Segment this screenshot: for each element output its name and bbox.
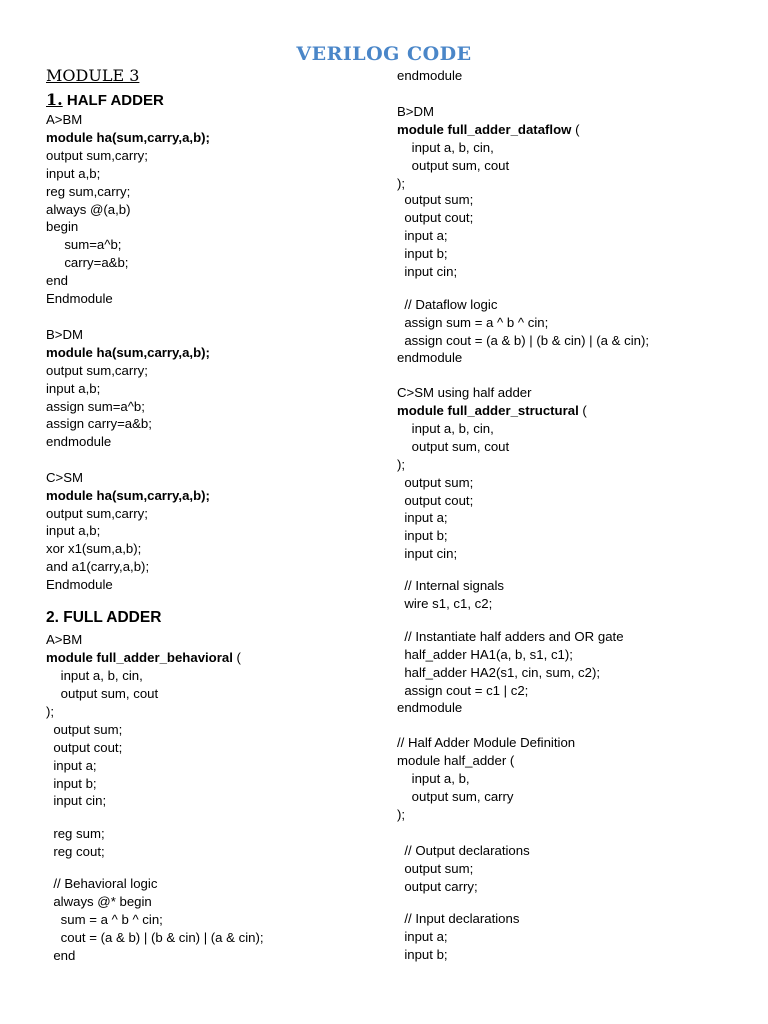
code-line: output cout; — [397, 493, 474, 508]
code-line: input a,b; — [46, 166, 101, 181]
code-line — [397, 402, 587, 419]
code-line-suffix: ( — [578, 403, 587, 418]
code-line: B>DM — [46, 327, 84, 342]
code-line: xor x1(sum,a,b); — [46, 541, 142, 556]
code-line: assign cout = (a & b) | (b & cin) | (a & cin); — [397, 333, 650, 348]
code-line: wire s1, c1, c2; — [397, 596, 493, 611]
code-line: input a; — [397, 228, 448, 243]
code-line: reg cout; — [46, 844, 105, 859]
code-line: A>BM — [46, 632, 83, 647]
half-adder-heading — [46, 91, 164, 109]
code-line: input cin; — [46, 793, 107, 808]
code-line: output sum; — [46, 722, 123, 737]
module-heading: MODULE 3 — [46, 66, 140, 85]
code-line: assign sum = a ^ b ^ cin; — [397, 315, 549, 330]
code-line: output sum, carry — [397, 789, 514, 804]
code-line: output sum; — [397, 861, 474, 876]
code-line: C>SM — [46, 470, 84, 485]
code-line: Endmodule — [46, 577, 113, 592]
code-line: output sum,carry; — [46, 148, 148, 163]
code-line: input a, b, cin, — [397, 140, 494, 155]
code-line: // Output declarations — [397, 843, 530, 858]
code-line: module ha(sum,carry,a,b); — [46, 345, 210, 360]
code-line: ); — [397, 457, 406, 472]
code-line: output cout; — [397, 210, 474, 225]
code-line: end — [46, 948, 76, 963]
code-line: output cout; — [46, 740, 123, 755]
code-line: input a, b, cin, — [46, 668, 143, 683]
half-adder-number: 1. — [46, 90, 63, 109]
code-line: endmodule — [46, 434, 112, 449]
code-line: endmodule — [397, 350, 463, 365]
code-line: reg sum; — [46, 826, 105, 841]
code-line-suffix: ( — [571, 122, 580, 137]
code-line: reg sum,carry; — [46, 184, 131, 199]
code-line: // Dataflow logic — [397, 297, 498, 312]
code-line: output sum; — [397, 475, 474, 490]
code-line: and a1(carry,a,b); — [46, 559, 150, 574]
page-title: VERILOG CODE — [296, 43, 472, 65]
full-adder-heading: 2. FULL ADDER — [46, 609, 162, 626]
code-line: begin — [46, 219, 79, 234]
code-line: always @* begin — [46, 894, 152, 909]
code-line: assign carry=a&b; — [46, 416, 152, 431]
code-line: input cin; — [397, 264, 458, 279]
code-line: A>BM — [46, 112, 83, 127]
code-line: input b; — [397, 246, 448, 261]
code-line-keyword: module full_adder_behavioral — [46, 650, 233, 665]
code-line: output sum,carry; — [46, 506, 148, 521]
half-adder-title: HALF ADDER — [62, 92, 164, 109]
code-line: input b; — [397, 947, 448, 962]
code-line: input b; — [397, 528, 448, 543]
code-line: assign cout = c1 | c2; — [397, 683, 529, 698]
code-line: input a, b, — [397, 771, 470, 786]
code-line: input b; — [46, 776, 97, 791]
code-line: carry=a&b; — [46, 255, 129, 270]
code-line: ); — [397, 176, 406, 191]
code-line — [46, 649, 241, 666]
code-line: end — [46, 273, 69, 288]
code-line: half_adder HA1(a, b, s1, c1); — [397, 647, 573, 662]
code-line: output sum, cout — [397, 158, 510, 173]
code-line: ); — [46, 704, 55, 719]
code-line: sum=a^b; — [46, 237, 122, 252]
code-line: input a; — [397, 510, 448, 525]
code-line: half_adder HA2(s1, cin, sum, c2); — [397, 665, 601, 680]
code-line: endmodule — [397, 700, 463, 715]
code-line: output sum; — [397, 192, 474, 207]
code-line: endmodule — [397, 68, 463, 83]
code-line: input a,b; — [46, 381, 101, 396]
code-line-keyword: module full_adder_structural — [397, 403, 579, 418]
code-line: input a,b; — [46, 523, 101, 538]
code-line — [397, 121, 579, 138]
code-line: // Behavioral logic — [46, 876, 158, 891]
code-line: module ha(sum,carry,a,b); — [46, 488, 210, 503]
code-line: // Input declarations — [397, 911, 520, 926]
code-line: input a; — [46, 758, 97, 773]
code-line: // Instantiate half adders and OR gate — [397, 629, 624, 644]
code-line: output sum, cout — [397, 439, 510, 454]
code-line: sum = a ^ b ^ cin; — [46, 912, 163, 927]
code-line: // Internal signals — [397, 578, 505, 593]
code-line: module half_adder ( — [397, 753, 515, 768]
code-line: always @(a,b) — [46, 202, 131, 217]
code-line: B>DM — [397, 104, 435, 119]
code-line: input a, b, cin, — [397, 421, 494, 436]
code-line-suffix: ( — [232, 650, 241, 665]
code-line: output sum,carry; — [46, 363, 148, 378]
code-line: // Half Adder Module Definition — [397, 735, 576, 750]
code-line: ); — [397, 807, 406, 822]
code-line: module ha(sum,carry,a,b); — [46, 130, 210, 145]
code-line: Endmodule — [46, 291, 113, 306]
code-line: input cin; — [397, 546, 458, 561]
code-line-keyword: module full_adder_dataflow — [397, 122, 572, 137]
code-line: input a; — [397, 929, 448, 944]
code-line: C>SM using half adder — [397, 385, 532, 400]
code-line: output carry; — [397, 879, 478, 894]
code-line: assign sum=a^b; — [46, 399, 145, 414]
code-line: cout = (a & b) | (b & cin) | (a & cin); — [46, 930, 264, 945]
code-line: output sum, cout — [46, 686, 159, 701]
